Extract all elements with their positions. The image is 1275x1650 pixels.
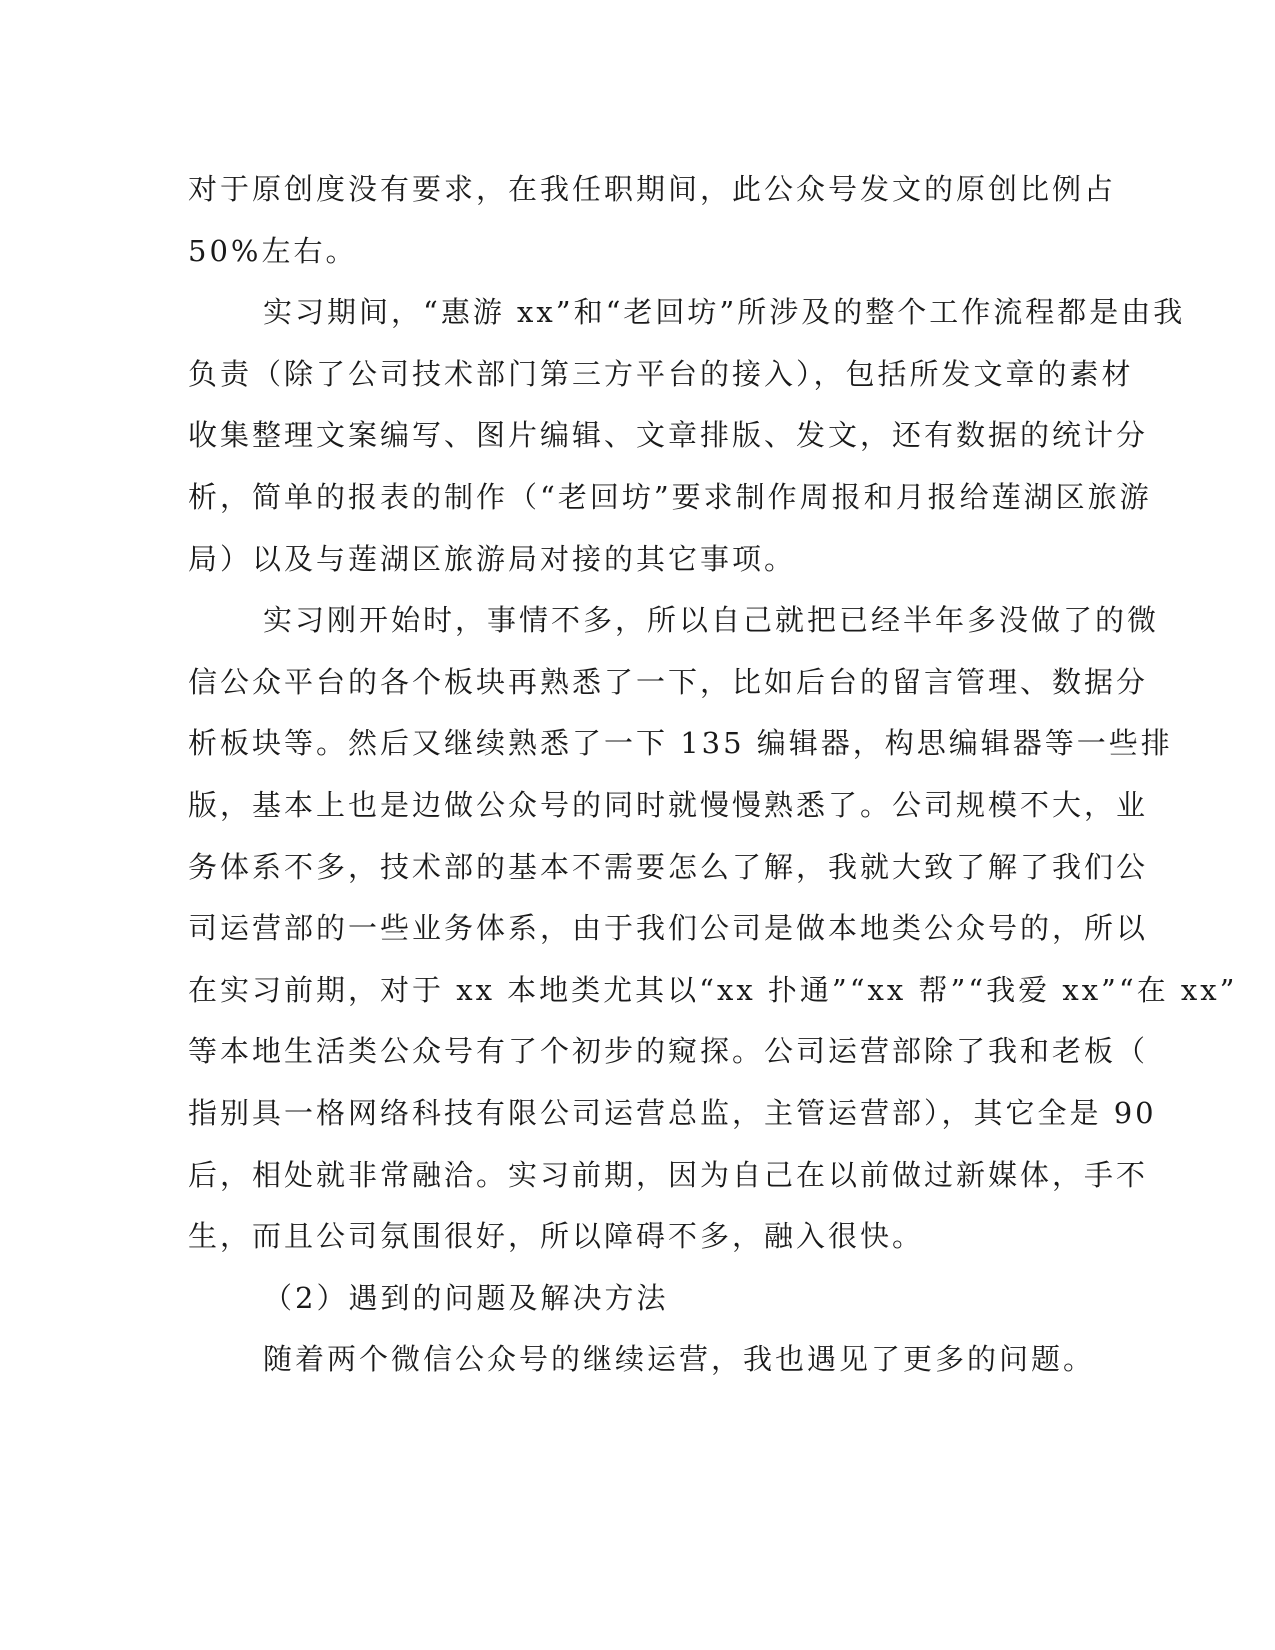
text-line: 司运营部的一些业务体系，由于我们公司是做本地类公众号的，所以 bbox=[188, 911, 1149, 946]
text-line: 局）以及与莲湖区旅游局对接的其它事项。 bbox=[188, 541, 797, 576]
text-line: 后，相处就非常融洽。实习前期，因为自己在以前做过新媒体，手不 bbox=[188, 1157, 1149, 1192]
text-line: 50%左右。 bbox=[188, 233, 358, 268]
text-line: 等本地生活类公众号有了个初步的窥探。公司运营部除了我和老板（ bbox=[188, 1034, 1149, 1069]
paragraph-start-line: 随着两个微信公众号的继续运营，我也遇见了更多的问题。 bbox=[263, 1342, 1096, 1377]
text-line: 收集整理文案编写、图片编辑、文章排版、发文，还有数据的统计分 bbox=[188, 418, 1149, 453]
text-line: 在实习前期，对于 xx 本地类尤其以“xx 扑通”“xx 帮”“我爱 xx”“在 xx” bbox=[188, 972, 1238, 1007]
text-line: 务体系不多，技术部的基本不需要怎么了解，我就大致了解了我们公 bbox=[188, 849, 1149, 884]
text-line: 对于原创度没有要求，在我任职期间，此公众号发文的原创比例占 bbox=[188, 172, 1117, 206]
paragraph-start-line: 实习刚开始时，事情不多，所以自己就把已经半年多没做了的微 bbox=[263, 603, 1160, 638]
text-line: 负责（除了公司技术部门第三方平台的接入），包括所发文章的素材 bbox=[188, 356, 1134, 391]
text-line: 信公众平台的各个板块再熟悉了一下，比如后台的留言管理、数据分 bbox=[188, 664, 1149, 699]
text-line: 析板块等。然后又继续熟悉了一下 135 编辑器，构思编辑器等一些排 bbox=[188, 726, 1173, 761]
body-text bbox=[188, 159, 1238, 1391]
paragraph-start-line: 实习期间，“惠游 xx”和“老回坊”所涉及的整个工作流程都是由我 bbox=[263, 295, 1186, 330]
section-heading: （2）遇到的问题及解决方法 bbox=[263, 1280, 669, 1315]
text-line: 版，基本上也是边做公众号的同时就慢慢熟悉了。公司规模不大，业 bbox=[188, 787, 1149, 822]
text-line: 析，简单的报表的制作（“老回坊”要求制作周报和月报给莲湖区旅游 bbox=[188, 479, 1152, 514]
text-line: 指别具一格网络科技有限公司运营总监，主管运营部），其它全是 90 bbox=[188, 1095, 1157, 1130]
text-line: 生，而且公司氛围很好，所以障碍不多，融入很快。 bbox=[188, 1219, 925, 1254]
